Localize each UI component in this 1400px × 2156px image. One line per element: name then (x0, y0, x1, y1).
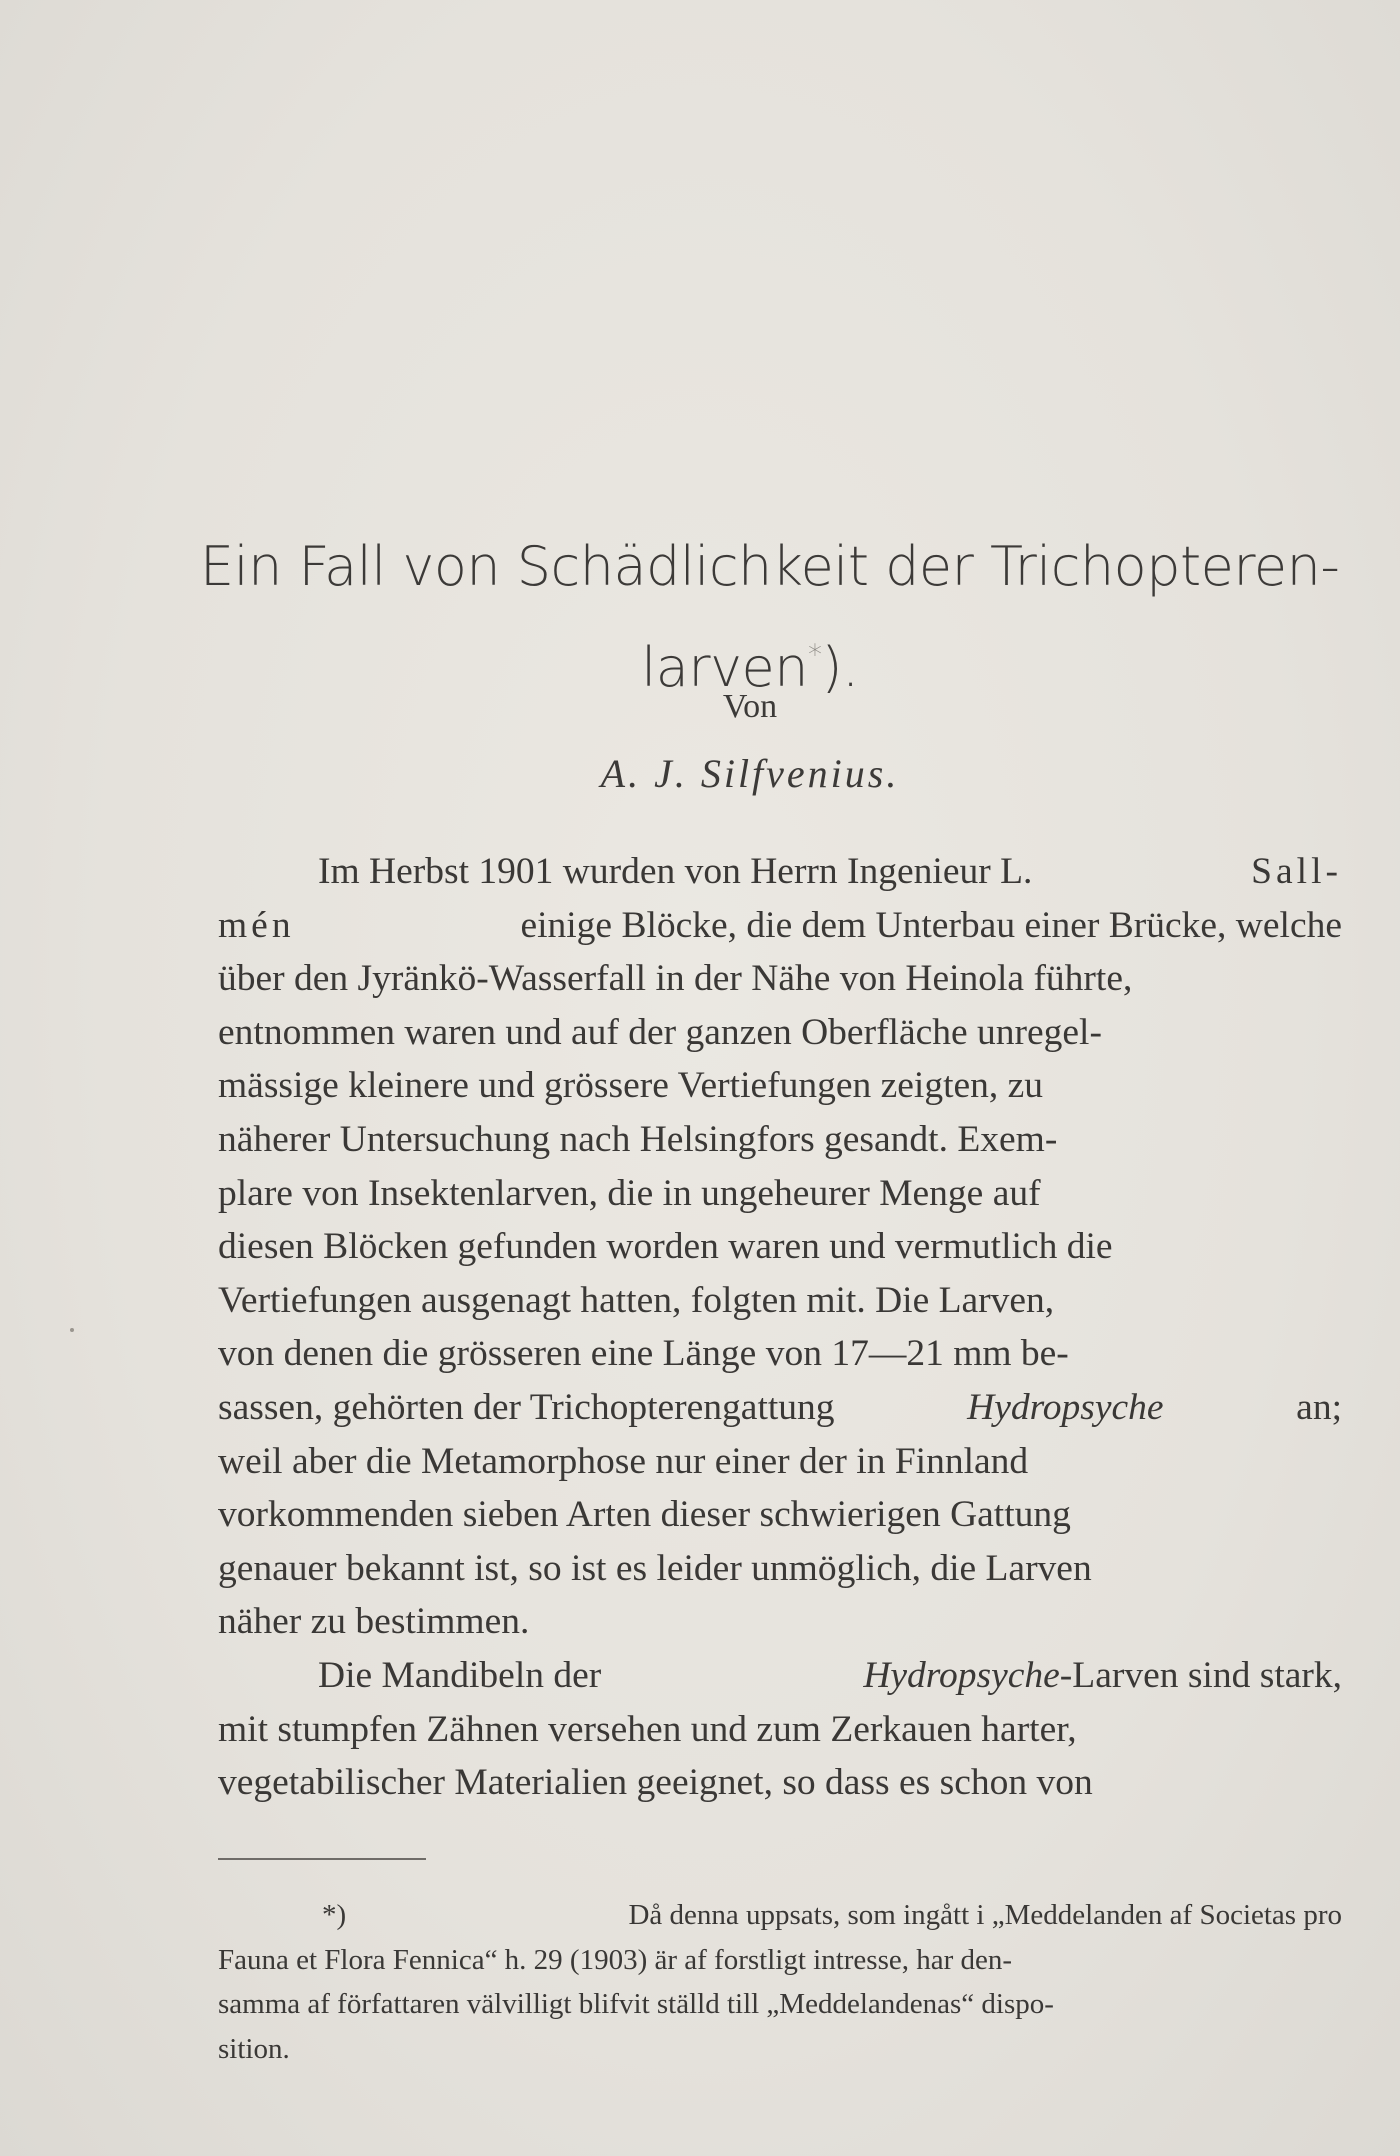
title-line-2-end: ). (821, 636, 859, 699)
genus-name: Hydropsyche (967, 1386, 1164, 1428)
footnote (218, 1893, 1342, 2071)
text-line: Vertiefungen ausgenagt hatten, folgten mit. Die Larven, (218, 1279, 1055, 1321)
text-line: näher zu bestimmen. (218, 1601, 530, 1643)
text-line: plare von Insektenlarven, die in ungeheurer Menge auf (218, 1172, 1041, 1214)
text-line: genauer bekannt ist, so ist es leider unmöglich, die Larven (218, 1547, 1092, 1589)
text-line: weil aber die Metamorphose nur einer der in Finnland (218, 1440, 1029, 1482)
text-line: vegetabilischer Materialien geeignet, so dass es schon von (218, 1762, 1093, 1804)
text-line-segment: an; (1296, 1386, 1342, 1428)
byline-von: Von (722, 688, 778, 725)
spaced-name-segment: Sall- (1251, 851, 1342, 892)
footnote-line: samma af författaren välvilligt blifvit ställd till „Meddelandenas“ dispo- (218, 1988, 1054, 2020)
article-body (218, 845, 1342, 1810)
text-line (218, 845, 1342, 899)
text-line: vorkommenden sieben Arten dieser schwierigen Gattung (218, 1494, 1071, 1536)
footnote-divider (218, 1858, 426, 1860)
footnote-line: sition. (218, 2032, 290, 2065)
footnote-line: Fauna et Flora Fennica“ h. 29 (1903) är af forstligt intresse, har den- (218, 1943, 1013, 1976)
text-line: über den Jyränkö-Wasserfall in der Nähe von Heinola führte, (218, 958, 1133, 1000)
text-line: mit stumpfen Zähnen versehen und zum Zerkauen harter, (218, 1708, 1077, 1750)
footnote-marker: *) (322, 1899, 347, 1931)
spaced-name-segment: mén (218, 904, 295, 946)
author-name: A. J. Silfvenius. (600, 751, 900, 796)
text-line: entnommen waren und auf der ganzen Oberfläche unregel- (218, 1011, 1102, 1053)
text-line: mässige kleinere und grössere Vertiefungen zeigten, zu (218, 1065, 1044, 1107)
title-line-1: Ein Fall von Schädlichkeit der Trichopteren- (200, 535, 1340, 598)
text-line: von denen die grösseren eine Länge von 17—21 mm be- (218, 1333, 1069, 1375)
text-line-segment: Die Mandibeln der (318, 1654, 602, 1696)
text-line: näherer Untersuchung nach Helsingfors gesandt. Exem- (218, 1118, 1058, 1160)
text-line (218, 1381, 1342, 1435)
article-title (200, 523, 1340, 712)
text-line (218, 1649, 1342, 1703)
text-line-segment: einige Blöcke, die dem Unterbau einer Brücke, welche (520, 904, 1342, 946)
footnote-line-text: Då denna uppsats, som ingått i „Meddelanden af Societas pro (628, 1899, 1342, 1931)
text-line: diesen Blöcken gefunden worden waren und vermutlich die (218, 1226, 1113, 1268)
text-line (218, 899, 1342, 953)
text-line-segment: Im Herbst 1901 wurden von Herrn Ingenieur L. (318, 851, 1033, 892)
title-line-2-text: larven (641, 636, 808, 699)
text-line-segment: -Larven sind stark, (1059, 1654, 1342, 1696)
genus-word-group (863, 1649, 1342, 1703)
text-line-segment: sassen, gehörten der Trichopterengattung (218, 1386, 835, 1428)
title-footnote-marker: * (807, 638, 822, 671)
paper-speck (70, 1328, 74, 1332)
footnote-line (218, 1893, 1342, 1938)
genus-name: Hydropsyche (863, 1654, 1060, 1696)
